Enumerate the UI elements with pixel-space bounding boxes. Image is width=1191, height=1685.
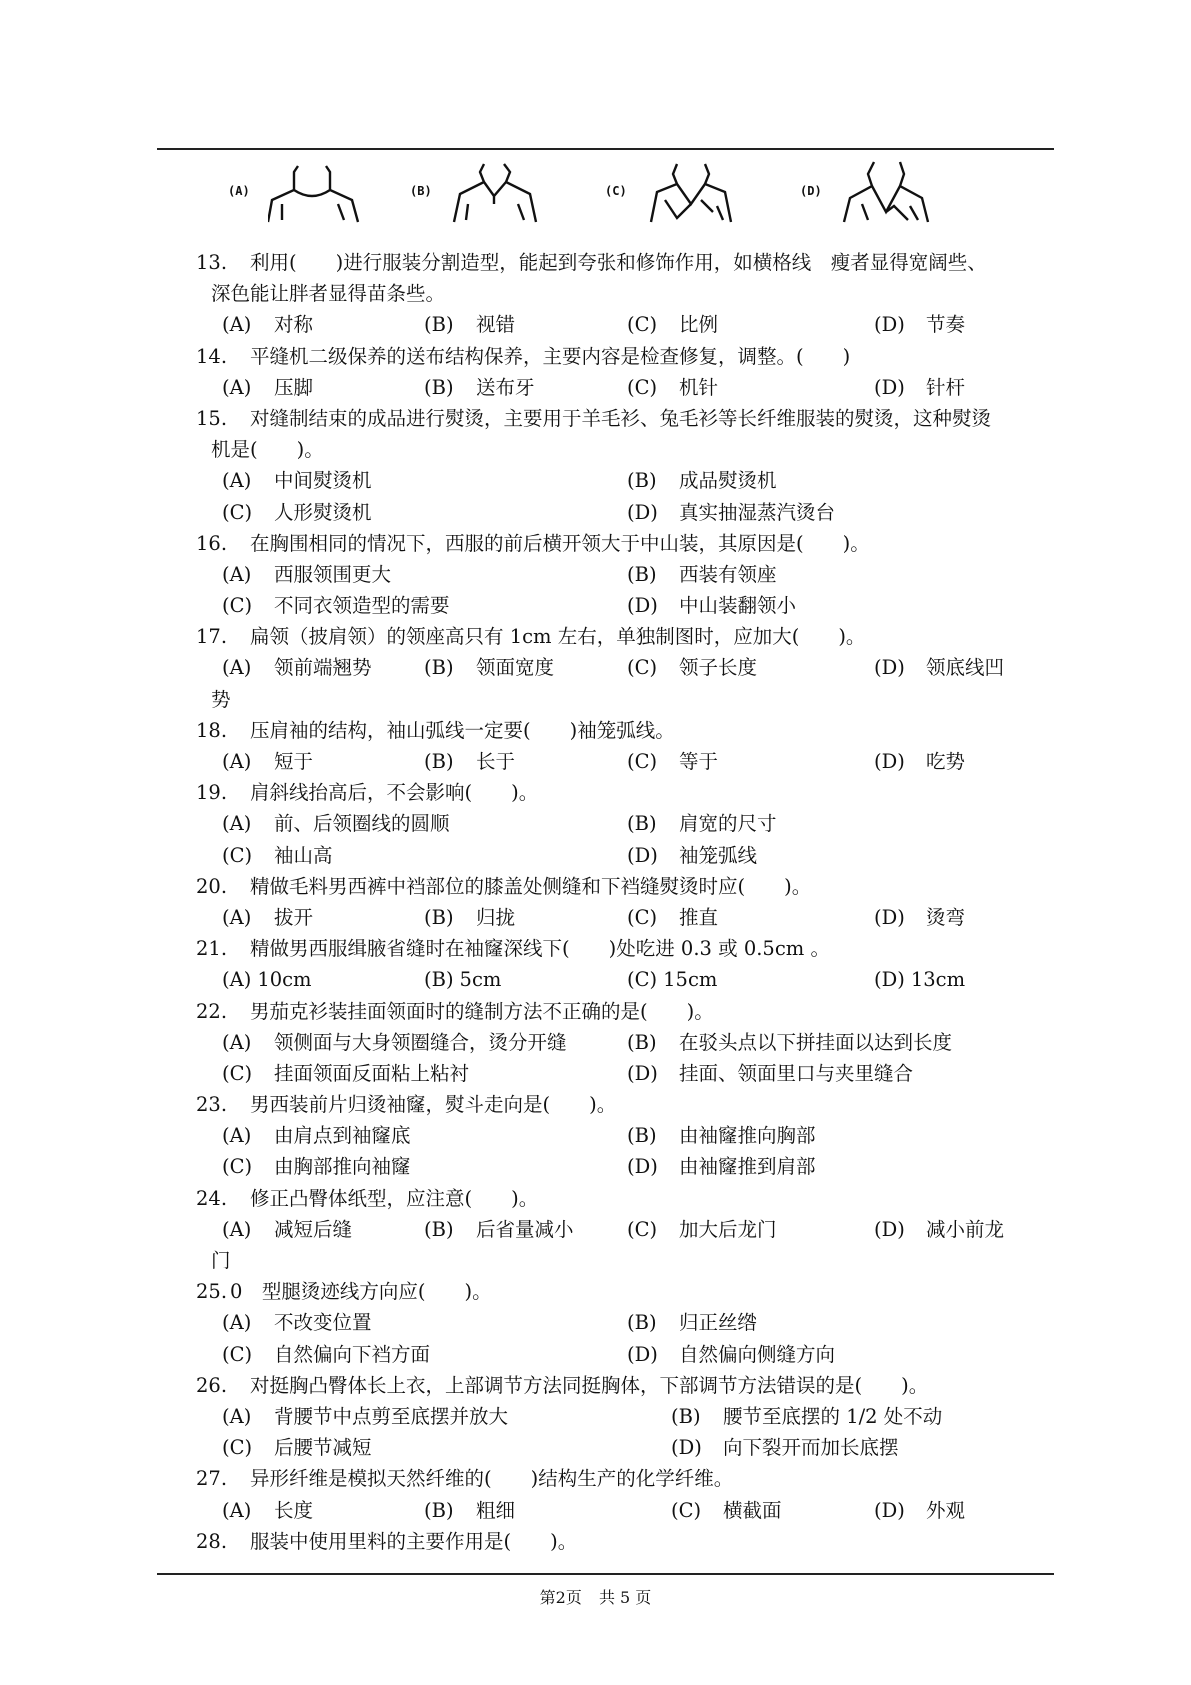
option-text: 背腰节中点剪至底摆并放大 (274, 1404, 509, 1428)
collar-outline (268, 166, 358, 222)
option-text-continued: 势 (211, 687, 231, 711)
answer-option[interactable] (222, 1151, 411, 1182)
option-text: 后腰节减短 (274, 1436, 372, 1460)
option-text: 袖笼弧线 (679, 843, 758, 867)
option-label: (A) (222, 968, 252, 992)
option-text: 自然偏向侧缝方向 (679, 1342, 836, 1366)
collar-outline (651, 164, 731, 222)
question-15 (0, 403, 1191, 528)
option-text: 肩宽的尺寸 (679, 812, 777, 836)
answer-option[interactable] (627, 1307, 757, 1338)
answer-option[interactable] (627, 590, 796, 621)
question-text: 对缝制结束的成品进行熨烫，主要用于羊毛衫、兔毛衫等长纤维服装的熨烫，这种熨烫 (250, 406, 992, 430)
question-number: 13. (196, 251, 228, 274)
option-label: (B) (424, 656, 454, 680)
option-label: (D) (874, 313, 905, 337)
option-label: (D) (627, 594, 658, 618)
option-text: 成品熨烫机 (679, 469, 777, 493)
question-14 (0, 341, 1191, 403)
question-number: 25. (196, 1280, 228, 1304)
option-label: (B) (627, 562, 657, 586)
option-label: (D) (874, 1217, 905, 1241)
answer-option[interactable] (424, 372, 535, 403)
option-text: 领底线凹 (926, 656, 1005, 680)
question-text: 异形纤维是模拟天然纤维的( )结构生产的化学纤维。 (250, 1467, 734, 1491)
answer-option[interactable] (222, 964, 312, 995)
option-text: 粗细 (476, 1498, 516, 1522)
answer-option[interactable] (424, 964, 501, 995)
option-text: 由袖窿推向胸部 (679, 1124, 816, 1148)
answer-option[interactable] (424, 652, 554, 683)
question-text: 利用( )进行服装分割造型，能起到夸张和修饰作用，如横格线 瘦者显得宽阔些、 (250, 251, 987, 274)
option-label: (C) (627, 968, 658, 992)
option-text: 视错 (476, 313, 516, 337)
answer-option[interactable] (627, 746, 718, 777)
answer-option[interactable] (424, 309, 515, 340)
answer-option[interactable] (627, 902, 718, 933)
option-label: (C) (627, 905, 658, 929)
option-text: 对称 (274, 313, 314, 337)
answer-option[interactable] (627, 808, 777, 839)
option-label: (A) (222, 905, 252, 929)
option-text: 归正丝绺 (679, 1311, 758, 1335)
question-28 (0, 1526, 1191, 1557)
option-label: (B) (627, 812, 657, 836)
collar-diagram (268, 160, 368, 230)
answer-option[interactable] (874, 652, 1004, 683)
option-text: 比例 (679, 313, 719, 337)
answer-option[interactable] (874, 372, 965, 403)
question-number: 28. (196, 1529, 228, 1553)
answer-option[interactable] (222, 1339, 430, 1370)
option-label: (C) (222, 594, 253, 618)
answer-option[interactable] (627, 1339, 835, 1370)
option-text: 10cm (257, 968, 312, 992)
option-label: (A) (222, 656, 252, 680)
question-number: 21. (196, 937, 228, 961)
answer-option[interactable] (671, 1401, 942, 1432)
question-text: 男茄克衫装挂面领面时的缝制方法不正确的是( )。 (250, 999, 714, 1023)
answer-option[interactable] (222, 746, 313, 777)
option-label: (C) (222, 1155, 253, 1179)
answer-option[interactable] (627, 1058, 913, 1089)
option-text: 等于 (679, 750, 719, 773)
option-text: 不改变位置 (274, 1311, 372, 1335)
option-text: 减小前龙 (926, 1217, 1005, 1241)
question-27 (0, 1463, 1191, 1525)
option-text: 不同衣领造型的需要 (274, 594, 450, 618)
option-text: 中间熨烫机 (274, 469, 372, 493)
question-text: 在胸围相同的情况下，西服的前后横开领大于中山装，其原因是( )。 (250, 531, 870, 555)
collar-diagram (645, 160, 745, 230)
option-text: 真实抽湿蒸汽烫台 (679, 500, 836, 524)
option-text: 归拢 (476, 905, 516, 929)
option-text: 腰节至底摆的 1/2 处不动 (723, 1404, 943, 1428)
figure-label: (B) (410, 184, 432, 198)
question-20 (0, 871, 1191, 933)
option-label: (D) (874, 905, 905, 929)
option-label: (B) (627, 1311, 657, 1335)
option-text: 人形熨烫机 (274, 500, 372, 524)
option-label: (D) (671, 1436, 702, 1460)
option-text: 13cm (910, 968, 966, 992)
question-24 (0, 1183, 1191, 1277)
option-text: 节奏 (926, 313, 966, 337)
question-text: 平缝机二级保养的送布结构保养，主要内容是检查修复，调整。( ) (250, 344, 851, 368)
answer-option[interactable] (874, 309, 965, 340)
option-text: 向下裂开而加长底摆 (723, 1436, 899, 1460)
answer-option[interactable] (222, 1432, 372, 1463)
option-text: 横截面 (723, 1498, 782, 1522)
answer-option[interactable] (874, 1495, 965, 1526)
option-label: (B) (424, 968, 454, 992)
option-label: (A) (222, 1498, 252, 1522)
option-label: (D) (627, 1061, 658, 1085)
option-text: 吃势 (926, 750, 966, 773)
collar-figure-d (800, 160, 960, 242)
answer-option[interactable] (222, 1214, 352, 1245)
option-label: (A) (222, 1124, 252, 1148)
answer-option[interactable] (627, 559, 777, 590)
option-label: (B) (627, 1030, 657, 1054)
option-text: 15cm (663, 968, 718, 992)
option-text: 拔开 (274, 905, 314, 929)
answer-option[interactable] (874, 964, 965, 995)
answer-option[interactable] (627, 465, 777, 496)
option-text: 领前端翘势 (274, 656, 372, 680)
question-number: 23. (196, 1093, 228, 1117)
option-text: 西装有领座 (679, 562, 777, 586)
answer-option[interactable] (222, 1027, 567, 1058)
question-text: 压肩袖的结构，袖山弧线一定要( )袖笼弧线。 (250, 718, 675, 742)
option-label: (B) (424, 1217, 454, 1241)
answer-option[interactable] (424, 902, 515, 933)
option-text: 袖山高 (274, 843, 333, 867)
question-text: 精做男西服缉腋省缝时在袖窿深线下( )处吃进 0.3 或 0.5cm 。 (250, 937, 830, 961)
option-text: 中山装翻领小 (679, 594, 797, 618)
question-16 (0, 528, 1191, 622)
option-label: (C) (222, 1061, 253, 1085)
option-label: (B) (424, 375, 454, 399)
question-number: 27. (196, 1467, 228, 1491)
answer-option[interactable] (627, 840, 757, 871)
question-text-continued: 机是( )。 (211, 438, 324, 462)
option-label: (A) (222, 562, 252, 586)
answer-option[interactable] (222, 309, 313, 340)
option-label: (C) (627, 656, 658, 680)
option-text: 挂面领面反面粘上粘衬 (274, 1061, 470, 1085)
answer-option[interactable] (627, 1214, 777, 1245)
answer-option[interactable] (874, 1214, 1004, 1245)
option-text: 针杆 (926, 375, 966, 399)
question-18 (0, 715, 1191, 777)
answer-option[interactable] (627, 964, 717, 995)
option-label: (D) (874, 750, 905, 773)
collar-figure-row (0, 160, 1191, 242)
answer-option[interactable] (671, 1495, 782, 1526)
option-label: (C) (671, 1498, 702, 1522)
option-label: (D) (874, 656, 905, 680)
answer-option[interactable] (222, 372, 313, 403)
answer-option[interactable] (627, 372, 718, 403)
answer-option[interactable] (874, 746, 965, 777)
question-text: 服装中使用里料的主要作用是( )。 (250, 1529, 578, 1553)
answer-option[interactable] (222, 840, 333, 871)
option-text: 领侧面与大身领圈缝合，烫分开缝 (274, 1030, 567, 1054)
option-label: (A) (222, 750, 252, 773)
answer-option[interactable] (627, 497, 835, 528)
question-text-continued: 深色能让胖者显得苗条些。 (211, 282, 446, 306)
answer-option[interactable] (627, 1151, 816, 1182)
question-number: 17. (196, 625, 228, 649)
option-label: (C) (222, 1342, 253, 1366)
option-text: 西服领围更大 (274, 562, 392, 586)
answer-option[interactable] (627, 1027, 952, 1058)
option-label: (C) (222, 843, 253, 867)
option-label: (D) (627, 500, 658, 524)
question-17 (0, 621, 1191, 715)
question-text: 0 型腿烫迹线方向应( )。 (230, 1280, 492, 1304)
option-text: 后省量减小 (476, 1217, 574, 1241)
option-text: 减短后缝 (274, 1217, 353, 1241)
answer-option[interactable] (424, 746, 515, 777)
question-number: 14. (196, 344, 228, 368)
option-text: 自然偏向下裆方面 (274, 1342, 431, 1366)
option-text: 机针 (679, 375, 719, 399)
option-label: (A) (222, 469, 252, 493)
question-22 (0, 996, 1191, 1090)
header-rule (157, 148, 1054, 150)
option-text-continued: 门 (211, 1249, 231, 1272)
answer-option[interactable] (222, 497, 372, 528)
answer-option[interactable] (627, 1120, 816, 1151)
question-number: 15. (196, 406, 228, 430)
question-number: 26. (196, 1373, 228, 1397)
option-label: (D) (627, 843, 658, 867)
question-number: 18. (196, 718, 228, 742)
option-label: (C) (627, 1217, 658, 1241)
question-25 (0, 1276, 1191, 1370)
option-text: 领子长度 (679, 656, 758, 680)
answer-option[interactable] (222, 1058, 469, 1089)
figure-label: (D) (800, 184, 822, 198)
answer-option[interactable] (671, 1432, 899, 1463)
question-26 (0, 1370, 1191, 1464)
answer-option[interactable] (874, 902, 965, 933)
option-label: (B) (424, 313, 454, 337)
question-number: 16. (196, 531, 228, 555)
option-label: (C) (222, 1436, 253, 1460)
option-label: (D) (627, 1155, 658, 1179)
page-number: 第2页 (539, 1588, 582, 1607)
option-label: (C) (627, 750, 658, 773)
option-label: (A) (222, 1404, 252, 1428)
option-text: 长于 (476, 750, 516, 773)
answer-option[interactable] (222, 1120, 411, 1151)
footer-rule (157, 1573, 1054, 1575)
option-label: (B) (627, 1124, 657, 1148)
collar-diagram (840, 160, 940, 230)
option-label: (D) (874, 1498, 905, 1522)
option-text: 前、后领圈线的圆顺 (274, 812, 450, 836)
option-label: (A) (222, 313, 252, 337)
question-list (0, 247, 1191, 1557)
option-text: 5cm (459, 968, 502, 992)
option-text: 由胸部推向袖窿 (274, 1155, 411, 1179)
question-text: 扁领（披肩领）的领座高只有 1cm 左右，单独制图时，应加大( )。 (250, 625, 866, 649)
option-label: (A) (222, 375, 252, 399)
answer-option[interactable] (424, 1214, 574, 1245)
option-text: 挂面、领面里口与夹里缝合 (679, 1061, 914, 1085)
answer-option[interactable] (424, 1495, 515, 1526)
figure-label: (A) (228, 184, 250, 198)
question-23 (0, 1089, 1191, 1183)
option-text: 外观 (926, 1498, 966, 1522)
collar-figure-c (605, 160, 765, 242)
option-label: (B) (671, 1404, 701, 1428)
option-label: (A) (222, 812, 252, 836)
question-text: 精做毛料男西裤中裆部位的膝盖处侧缝和下裆缝熨烫时应( )。 (250, 874, 812, 898)
option-text: 烫弯 (926, 905, 966, 929)
collar-outline (454, 164, 536, 222)
question-number: 20. (196, 874, 228, 898)
option-label: (B) (627, 469, 657, 493)
collar-outline (844, 162, 928, 222)
option-label: (C) (222, 500, 253, 524)
answer-option[interactable] (627, 309, 718, 340)
question-text: 男西装前片归烫袖窿，熨斗走向是( )。 (250, 1093, 617, 1117)
option-label: (A) (222, 1030, 252, 1054)
figure-label: (C) (605, 184, 627, 198)
answer-option[interactable] (222, 559, 391, 590)
answer-option[interactable] (222, 1401, 508, 1432)
answer-option[interactable] (627, 652, 757, 683)
option-text: 在驳头点以下拼挂面以达到长度 (679, 1030, 953, 1054)
page-total: 共 5 页 (598, 1588, 652, 1607)
option-text: 送布牙 (476, 375, 535, 399)
option-label: (C) (627, 313, 658, 337)
question-text: 修正凸臀体纸型，应注意( )。 (250, 1186, 539, 1210)
question-text: 肩斜线抬高后，不会影响( )。 (250, 781, 539, 805)
question-13 (0, 247, 1191, 341)
question-number: 24. (196, 1186, 228, 1210)
collar-figure-a (228, 160, 388, 242)
question-21 (0, 933, 1191, 995)
answer-option[interactable] (222, 590, 450, 621)
option-label: (C) (627, 375, 658, 399)
option-text: 领面宽度 (476, 656, 555, 680)
option-label: (D) (874, 968, 905, 992)
option-label: (B) (424, 750, 454, 773)
option-text: 长度 (274, 1498, 314, 1522)
answer-option[interactable] (222, 465, 372, 496)
option-text: 由袖窿推到肩部 (679, 1155, 816, 1179)
option-text: 压脚 (274, 375, 314, 399)
option-label: (D) (874, 375, 905, 399)
option-label: (A) (222, 1311, 252, 1335)
option-text: 推直 (679, 905, 719, 929)
answer-option[interactable] (222, 1495, 313, 1526)
answer-option[interactable] (222, 808, 450, 839)
question-number: 22. (196, 999, 228, 1023)
option-text: 加大后龙门 (679, 1217, 777, 1241)
option-label: (B) (424, 905, 454, 929)
option-label: (A) (222, 1217, 252, 1241)
question-19 (0, 777, 1191, 871)
page-footer (0, 1585, 1191, 1608)
question-number: 19. (196, 781, 228, 805)
answer-option[interactable] (222, 1307, 372, 1338)
option-label: (D) (627, 1342, 658, 1366)
question-text: 对挺胸凸臀体长上衣，上部调节方法同挺胸体，下部调节方法错误的是( )。 (250, 1373, 929, 1397)
option-label: (B) (424, 1498, 454, 1522)
answer-option[interactable] (222, 902, 313, 933)
answer-option[interactable] (222, 652, 372, 683)
collar-figure-b (410, 160, 570, 242)
collar-diagram (450, 160, 550, 230)
option-text: 短于 (274, 750, 314, 773)
option-text: 由肩点到袖窿底 (274, 1124, 411, 1148)
